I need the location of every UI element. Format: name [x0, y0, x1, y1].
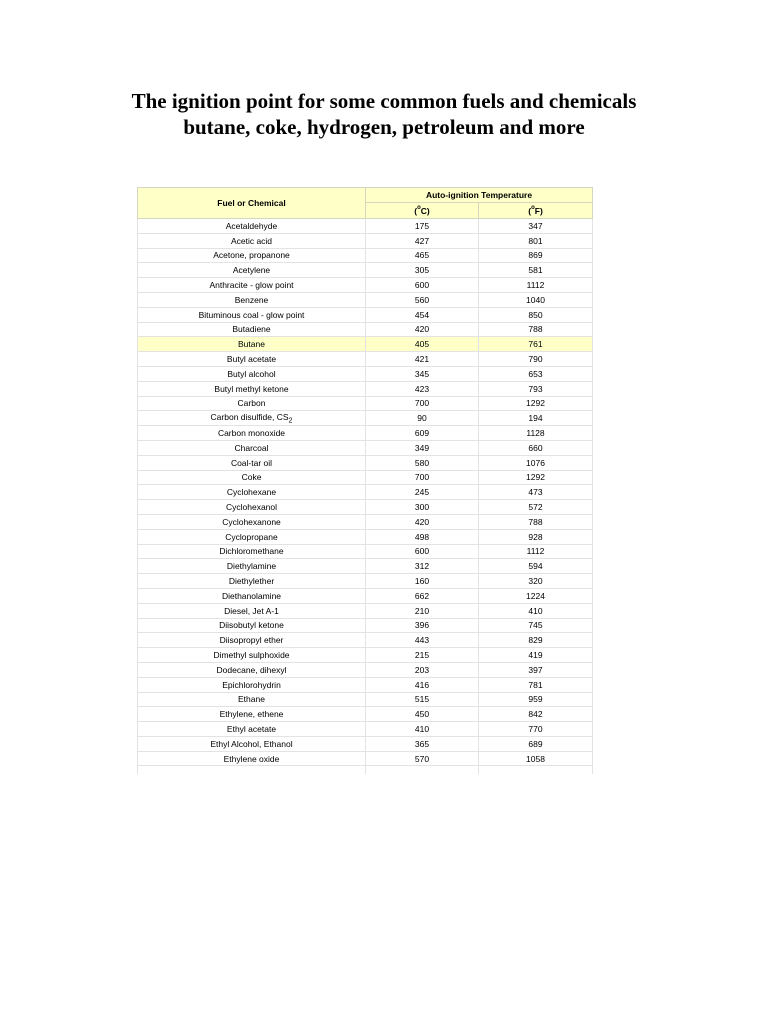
fuel-name-text: Ethyl Alcohol, Ethanol — [210, 738, 293, 749]
cell-celsius: 580 — [366, 455, 479, 470]
cell-fuel-name — [138, 233, 366, 248]
fuel-name-text: Diethylamine — [226, 561, 277, 572]
fuel-name-text: Ethyl acetate — [226, 723, 277, 734]
cell-celsius: 396 — [366, 618, 479, 633]
fuel-name-text: Diethylether — [228, 576, 275, 587]
cell-celsius: 215 — [366, 648, 479, 663]
table-row — [138, 603, 593, 618]
cell-fahrenheit: 660 — [479, 440, 593, 455]
table-row — [138, 411, 593, 426]
cell-fahrenheit: 788 — [479, 514, 593, 529]
cell-celsius: 410 — [366, 722, 479, 737]
table-row — [138, 233, 593, 248]
cell-fahrenheit: 397 — [479, 662, 593, 677]
cell-celsius: 300 — [366, 500, 479, 515]
table-row — [138, 588, 593, 603]
fuel-name-text: Coal-tar oil — [230, 457, 273, 468]
table-row — [138, 263, 593, 278]
cell-fahrenheit: 347 — [479, 219, 593, 234]
cell-fahrenheit: 653 — [479, 366, 593, 381]
unit-fahrenheit: F — [534, 205, 540, 216]
table-row — [138, 455, 593, 470]
cell-celsius: 420 — [366, 322, 479, 337]
table-row — [138, 307, 593, 322]
cell-celsius: 450 — [366, 707, 479, 722]
fuel-name-text: Diethanolamine — [221, 590, 282, 601]
cell-celsius: 570 — [366, 751, 479, 766]
table-row — [138, 470, 593, 485]
formula-subscript: 2 — [288, 416, 293, 425]
cell-fuel-name — [138, 381, 366, 396]
table-row — [138, 292, 593, 307]
header-auto-ignition-temperature: Auto-ignition Temperature — [366, 188, 593, 203]
table-row-continuation — [138, 766, 593, 775]
cell-fuel-name — [138, 366, 366, 381]
fuel-name-text: Benzene — [234, 294, 269, 305]
cell-celsius: 600 — [366, 278, 479, 293]
cell-celsius: 600 — [366, 544, 479, 559]
table-row — [138, 248, 593, 263]
fuel-name-text: Ethane — [238, 694, 265, 705]
fuel-name-text: Dodecane, dihexyl — [216, 664, 287, 675]
cell-celsius: 305 — [366, 263, 479, 278]
fuel-name-text: Cyclohexane — [226, 487, 277, 498]
table-row — [138, 707, 593, 722]
cell-fuel-name — [138, 337, 366, 352]
cell-fuel-name — [138, 662, 366, 677]
table-row — [138, 337, 593, 352]
cell-fuel-name — [138, 278, 366, 293]
cell-fahrenheit: 770 — [479, 722, 593, 737]
cell-celsius: 345 — [366, 366, 479, 381]
title-line-2: butane, coke, hydrogen, petroleum and more — [183, 115, 585, 139]
cell-celsius: 443 — [366, 633, 479, 648]
cell-fuel-name — [138, 514, 366, 529]
cell-fuel-name — [138, 485, 366, 500]
table-row — [138, 352, 593, 367]
fuel-name-text: Bituminous coal - glow point — [198, 309, 305, 320]
cell-celsius: 245 — [366, 485, 479, 500]
cell-fuel-name — [138, 544, 366, 559]
table-row — [138, 722, 593, 737]
cell-celsius: 365 — [366, 736, 479, 751]
cell-fahrenheit: 801 — [479, 233, 593, 248]
fuel-name-text: Charcoal — [234, 442, 269, 453]
fuel-name-text: Acetaldehyde — [225, 220, 278, 231]
cell-fuel-name — [138, 292, 366, 307]
cell-celsius: 160 — [366, 574, 479, 589]
cell-celsius: 609 — [366, 426, 479, 441]
cell-fahrenheit: 572 — [479, 500, 593, 515]
cell-fuel-name — [138, 307, 366, 322]
cell-fuel-name — [138, 588, 366, 603]
cell-fuel-name — [138, 426, 366, 441]
fuel-name-text: Carbon — [237, 398, 266, 409]
cell-fahrenheit: 1128 — [479, 426, 593, 441]
cell-fahrenheit: 928 — [479, 529, 593, 544]
table-row — [138, 366, 593, 381]
cell-fahrenheit: 1040 — [479, 292, 593, 307]
cell-fahrenheit: 1292 — [479, 396, 593, 411]
cell-fahrenheit: 788 — [479, 322, 593, 337]
cell-celsius: 423 — [366, 381, 479, 396]
cell-fuel-name — [138, 440, 366, 455]
fuel-name-text: Epichlorohydrin — [222, 679, 281, 690]
table-row — [138, 381, 593, 396]
cell-fahrenheit: 850 — [479, 307, 593, 322]
cell-fuel-name — [138, 692, 366, 707]
cell-fahrenheit: 959 — [479, 692, 593, 707]
cell-fuel-name — [138, 411, 366, 426]
header-fahrenheit: ($^o$F) — [479, 203, 593, 219]
cell-fahrenheit: 419 — [479, 648, 593, 663]
cell-celsius: 454 — [366, 307, 479, 322]
fuel-name-text: Coke — [241, 472, 262, 483]
fuel-name-text: Carbon disulfide, CS — [210, 411, 289, 422]
cell-fahrenheit: 1058 — [479, 751, 593, 766]
table-row — [138, 219, 593, 234]
table-row — [138, 677, 593, 692]
table-row — [138, 426, 593, 441]
fuel-name-text: Butane — [238, 339, 265, 350]
fuel-name-text: Acetylene — [232, 265, 271, 276]
fuel-name-text: Diesel, Jet A-1 — [224, 605, 279, 616]
table-row — [138, 574, 593, 589]
cell-fuel-name — [138, 219, 366, 234]
cell-celsius: 90 — [366, 411, 479, 426]
fuel-name-text: Butyl acetate — [226, 354, 277, 365]
fuel-name-text: Ethylene, ethene — [219, 709, 284, 720]
empty-cell — [138, 766, 366, 775]
fuel-name-text: Acetic acid — [230, 235, 273, 246]
cell-celsius: 416 — [366, 677, 479, 692]
cell-fuel-name — [138, 322, 366, 337]
table-row — [138, 396, 593, 411]
cell-fahrenheit: 761 — [479, 337, 593, 352]
cell-fuel-name — [138, 396, 366, 411]
fuel-name-text: Cyclohexanone — [222, 516, 281, 527]
fuel-name-text: Diisobutyl ketone — [219, 620, 284, 631]
table-row — [138, 751, 593, 766]
cell-celsius: 405 — [366, 337, 479, 352]
cell-fahrenheit: 194 — [479, 411, 593, 426]
cell-celsius: 700 — [366, 396, 479, 411]
cell-fahrenheit: 689 — [479, 736, 593, 751]
cell-fuel-name — [138, 470, 366, 485]
cell-fahrenheit: 473 — [479, 485, 593, 500]
title-line-1: The ignition point for some common fuels and chemicals — [131, 89, 637, 113]
cell-fuel-name — [138, 648, 366, 663]
table-row — [138, 633, 593, 648]
table-row — [138, 529, 593, 544]
cell-celsius: 515 — [366, 692, 479, 707]
cell-fahrenheit: 790 — [479, 352, 593, 367]
cell-celsius: 560 — [366, 292, 479, 307]
fuel-name-text: Butyl methyl ketone — [214, 383, 289, 394]
fuel-name-text: Cyclopropane — [225, 531, 278, 542]
cell-celsius: 420 — [366, 514, 479, 529]
fuel-name-text: Butadiene — [232, 324, 271, 335]
cell-fuel-name — [138, 455, 366, 470]
cell-fuel-name — [138, 529, 366, 544]
cell-fahrenheit: 594 — [479, 559, 593, 574]
cell-fahrenheit: 581 — [479, 263, 593, 278]
cell-celsius: 700 — [366, 470, 479, 485]
cell-celsius: 465 — [366, 248, 479, 263]
cell-fahrenheit: 1224 — [479, 588, 593, 603]
table-header-row — [138, 188, 593, 203]
cell-fuel-name — [138, 618, 366, 633]
cell-fuel-name — [138, 751, 366, 766]
fuel-name-text: Dichloromethane — [219, 546, 284, 557]
cell-fuel-name — [138, 603, 366, 618]
cell-fuel-name — [138, 248, 366, 263]
cell-fahrenheit: 793 — [479, 381, 593, 396]
table-row — [138, 736, 593, 751]
fuel-name-text: Ethylene oxide — [223, 753, 280, 764]
cell-fuel-name — [138, 574, 366, 589]
fuel-name-text: Dimethyl sulphoxide — [213, 650, 290, 660]
cell-celsius: 312 — [366, 559, 479, 574]
cell-celsius: 427 — [366, 233, 479, 248]
empty-cell — [479, 766, 593, 775]
cell-fuel-name — [138, 559, 366, 574]
cell-fuel-name — [138, 677, 366, 692]
table-row — [138, 322, 593, 337]
table-row — [138, 544, 593, 559]
cell-fahrenheit: 745 — [479, 618, 593, 633]
cell-celsius: 175 — [366, 219, 479, 234]
cell-fahrenheit: 829 — [479, 633, 593, 648]
fuel-name-text: Anthracite - glow point — [209, 280, 294, 291]
cell-fahrenheit: 1112 — [479, 544, 593, 559]
fuel-name-text: Carbon monoxide — [217, 428, 286, 439]
page-title — [0, 88, 768, 140]
table-row — [138, 559, 593, 574]
cell-fuel-name — [138, 500, 366, 515]
table-row — [138, 618, 593, 633]
cell-fahrenheit: 842 — [479, 707, 593, 722]
table-row — [138, 500, 593, 515]
table-row — [138, 514, 593, 529]
cell-fahrenheit: 781 — [479, 677, 593, 692]
cell-celsius: 203 — [366, 662, 479, 677]
cell-fuel-name — [138, 352, 366, 367]
table-row — [138, 692, 593, 707]
fuel-name-text: Acetone, propanone — [213, 250, 290, 261]
table-row — [138, 648, 593, 663]
cell-celsius: 210 — [366, 603, 479, 618]
fuel-name-text: Cyclohexanol — [225, 502, 278, 513]
cell-fahrenheit: 320 — [479, 574, 593, 589]
cell-celsius: 662 — [366, 588, 479, 603]
table-body — [138, 219, 593, 775]
cell-celsius: 421 — [366, 352, 479, 367]
cell-fahrenheit: 1292 — [479, 470, 593, 485]
header-celsius: ($^o$C) — [366, 203, 479, 219]
ignition-temperature-table — [137, 187, 593, 774]
table-row — [138, 440, 593, 455]
cell-fuel-name — [138, 722, 366, 737]
cell-fahrenheit: 1112 — [479, 278, 593, 293]
cell-fahrenheit: 869 — [479, 248, 593, 263]
cell-fuel-name — [138, 736, 366, 751]
table-row — [138, 662, 593, 677]
header-fuel-or-chemical: Fuel or Chemical — [138, 188, 366, 219]
unit-celsius: C — [420, 205, 427, 216]
table-row — [138, 278, 593, 293]
table-row — [138, 485, 593, 500]
cell-celsius: 349 — [366, 440, 479, 455]
cell-fuel-name — [138, 633, 366, 648]
empty-cell — [366, 766, 479, 775]
cell-fahrenheit: 410 — [479, 603, 593, 618]
cell-celsius: 498 — [366, 529, 479, 544]
cell-fahrenheit: 1076 — [479, 455, 593, 470]
fuel-name-text: Butyl alcohol — [227, 368, 276, 379]
fuel-name-text: Diisopropyl ether — [219, 635, 284, 646]
cell-fuel-name — [138, 707, 366, 722]
cell-fuel-name — [138, 263, 366, 278]
